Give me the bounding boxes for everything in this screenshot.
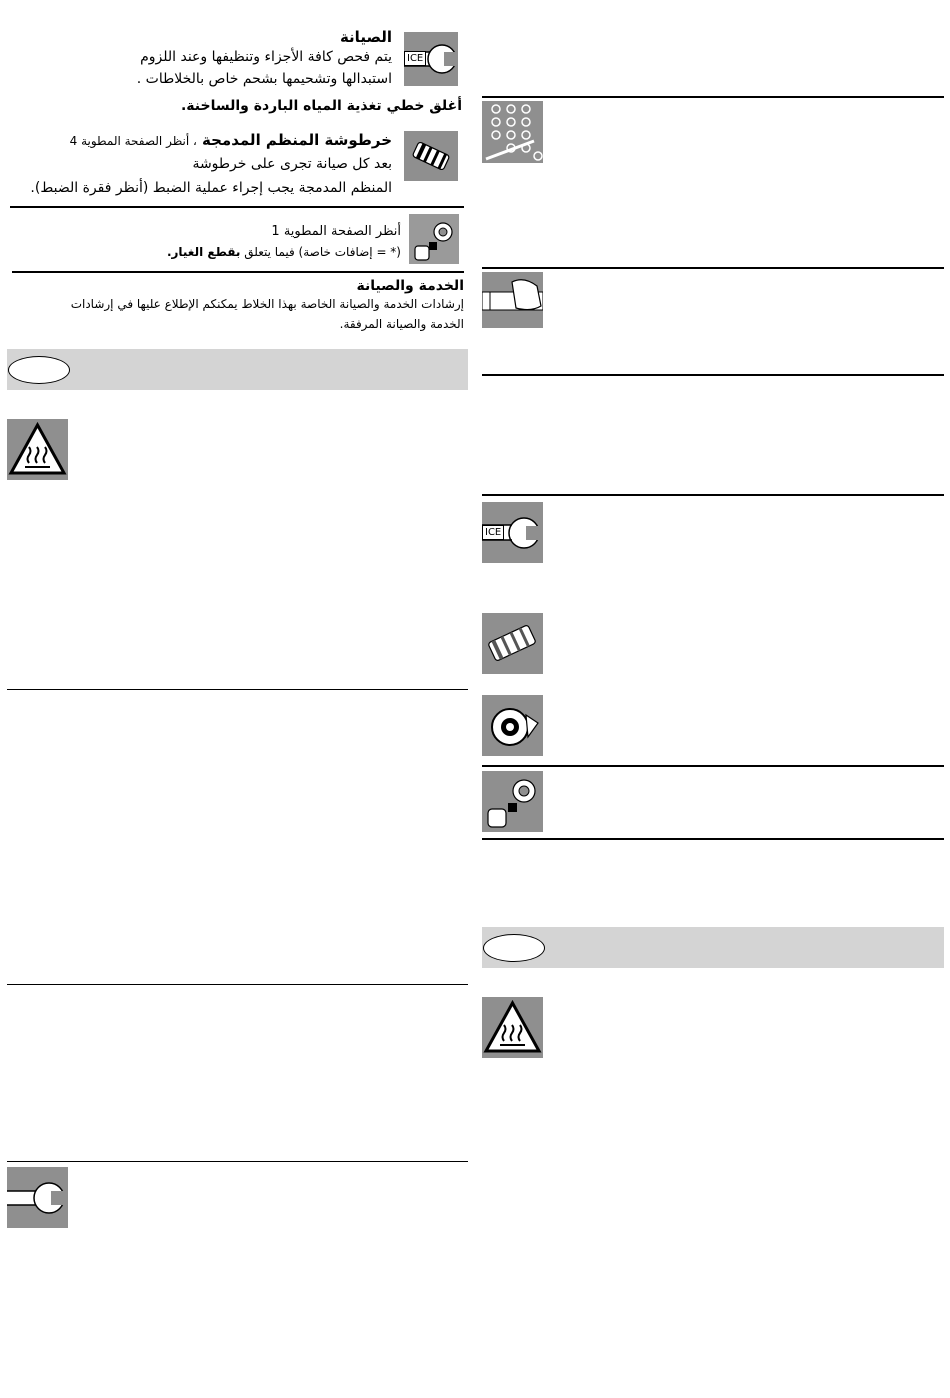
divider	[482, 96, 944, 98]
maintenance-line-2: استبدالها وتشحيمها بشحم خاص بالخلاطات .	[136, 71, 392, 87]
divider	[482, 838, 944, 840]
maintenance-line-1: يتم فحص كافة الأجزاء وتنظيفها وعند اللزوم	[140, 49, 392, 65]
divider	[482, 267, 944, 269]
cartridge-ref: ، أنظر الصفحة المطوية 4	[69, 134, 197, 148]
spare-parts-icon-right	[482, 771, 543, 832]
close-supply-lines: أغلق خطي تغذية المياه الباردة والساخنة.	[180, 98, 462, 114]
divider	[7, 1161, 468, 1162]
maintenance-title: الصيانة	[339, 28, 392, 46]
knob-icon	[482, 695, 543, 756]
hand-pipe-icon	[482, 272, 543, 328]
service-block	[10, 278, 464, 334]
language-oval	[8, 356, 70, 384]
service-wrench-icon	[404, 32, 458, 86]
divider	[7, 689, 468, 690]
cartridge-block	[20, 128, 392, 200]
divider	[482, 765, 944, 767]
spare-parts-icon	[409, 214, 459, 264]
cartridge-line-2: المنظم المدمجة يجب إجراء عملية الضبط (أنظر فقرة الضبط).	[30, 180, 392, 196]
cartridge-icon	[404, 131, 458, 181]
language-band	[7, 349, 468, 390]
hot-surface-warning-icon	[7, 419, 68, 480]
divider	[7, 984, 468, 985]
maintenance-block	[90, 28, 392, 90]
foldout-line-1: أنظر الصفحة المطوية 1	[271, 224, 401, 239]
divider	[482, 494, 944, 496]
cartridge-title: خرطوشة المنظم المدمجة	[202, 131, 392, 149]
service-line-1: إرشادات الخدمة والصيانة الخاصة بهذا الخلاط يمكنكم الإطلاع عليها في إرشادات	[70, 297, 464, 311]
cartridge-line-1: بعد كل صيانة تجرى على خرطوشة	[192, 156, 392, 172]
hot-surface-warning-icon-right	[482, 997, 543, 1058]
spare-parts-label: بقطع الغيار.	[166, 245, 241, 259]
dots-grid-icon	[482, 101, 543, 163]
service-tag-right: ICE	[482, 525, 504, 540]
divider	[12, 271, 464, 273]
language-oval-right	[483, 934, 545, 962]
service-line-2: الخدمة والصيانة المرفقة.	[339, 317, 464, 331]
cartridge-icon-right	[482, 613, 543, 674]
service-wrench-icon-right	[482, 502, 543, 563]
service-title: الخدمة والصيانة	[356, 278, 464, 294]
language-band-right	[482, 927, 944, 968]
divider	[10, 206, 464, 208]
service-tag: ICE	[404, 51, 426, 66]
foldout-block	[20, 222, 401, 262]
wrench-icon	[7, 1167, 68, 1228]
foldout-line-2: (* = إضافات خاصة) فيما يتعلق	[244, 245, 401, 259]
divider	[482, 374, 944, 376]
